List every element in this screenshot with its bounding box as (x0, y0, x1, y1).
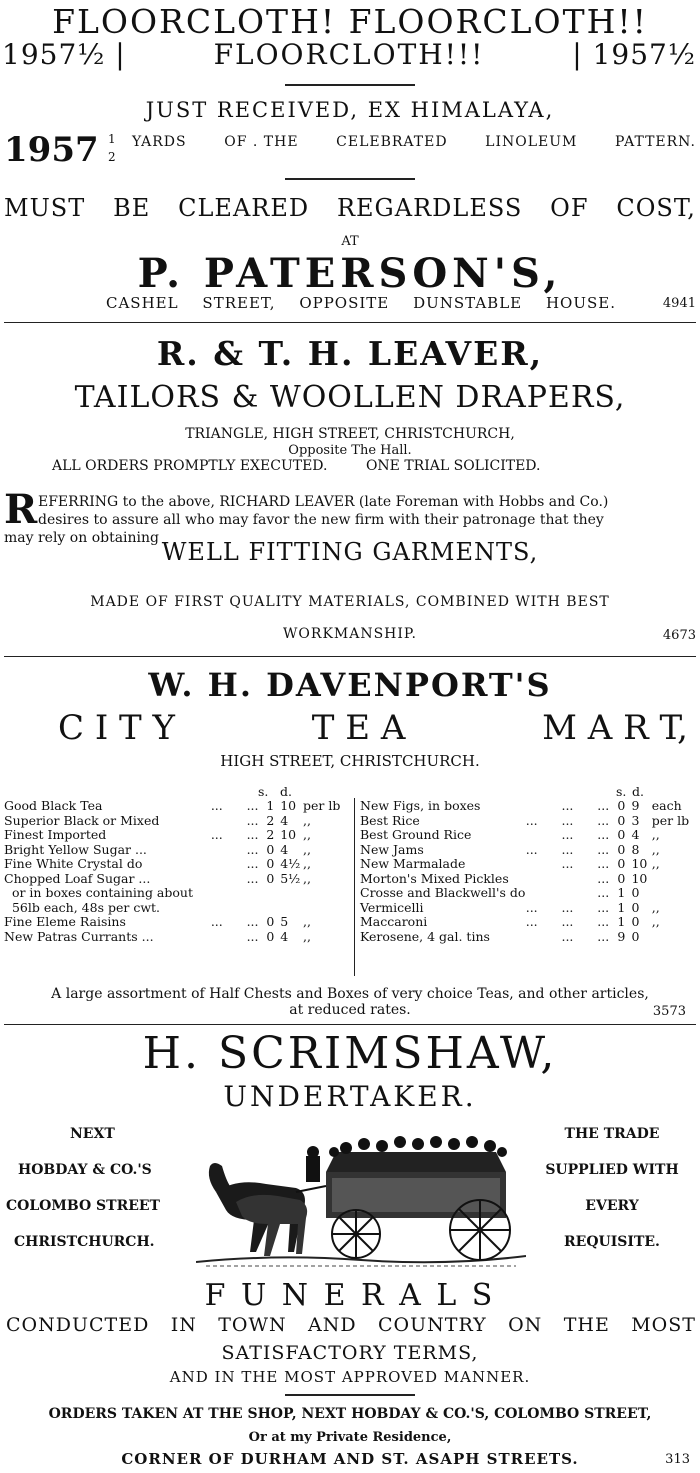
shillings: 0 (266, 928, 275, 944)
price-list-left (4, 784, 350, 944)
pence: 10 (280, 798, 297, 813)
city-tea-mart (58, 708, 688, 748)
pence: 0 (631, 885, 640, 900)
price-row (360, 915, 696, 930)
price-row (360, 828, 696, 843)
price-row (4, 886, 350, 901)
yards-word: PATTERN. (615, 134, 696, 150)
unit (652, 886, 696, 901)
unit: ,, (303, 827, 311, 842)
word: STREET, (202, 294, 276, 312)
item-name: Chopped Loaf Sugar ... (4, 870, 151, 886)
floorcloth-second-line (2, 38, 696, 71)
pence: 4½ (280, 856, 301, 871)
yards-word: CELEBRATED (336, 134, 448, 150)
price-row (360, 930, 696, 945)
leader-dots: ... ... (210, 798, 259, 813)
leader-dots: ... ... (210, 827, 259, 842)
item-name: or in boxes containing about (4, 885, 193, 900)
pence: 5½ (280, 870, 301, 886)
leader-dots: ... ... (561, 928, 610, 944)
yards-line (4, 128, 696, 172)
approved-manner: AND IN THE MOST APPROVED MANNER. (169, 1368, 531, 1386)
leader-dots: ... (597, 870, 610, 886)
pence: 0 (631, 928, 640, 944)
well-fitting-garments: WELL FITTING GARMENTS, (161, 538, 539, 566)
item-name: Maccaroni (360, 914, 428, 929)
unit (303, 901, 350, 916)
ad-number: 3573 (652, 1004, 686, 1019)
ad-separator (4, 322, 696, 323)
price-row (4, 915, 350, 930)
column-divider (354, 798, 355, 976)
scrimshaw-title: H. SCRIMSHAW, (142, 1028, 558, 1079)
pence (276, 901, 303, 916)
word: MUST (4, 194, 86, 222)
price-table-left (4, 799, 350, 944)
price-list-right (360, 784, 696, 944)
unit: ,, (303, 841, 311, 857)
divider (285, 178, 415, 180)
word: CLEARED (178, 194, 310, 222)
davenport-footer-2: at reduced rates. (289, 1002, 411, 1018)
price-row (360, 886, 696, 901)
left-line: COLOMBO STREET (6, 1198, 160, 1214)
price-row (4, 799, 350, 814)
item-name: Finest Imported (4, 827, 107, 842)
leader-dots (193, 886, 265, 901)
pence (276, 886, 303, 901)
at-word: AT (341, 234, 359, 249)
word: C I T Y (58, 708, 175, 748)
unit: per lb (651, 812, 690, 828)
scrimshaw-right-block (528, 1126, 696, 1270)
leaver-orders-line (52, 458, 652, 474)
shillings: 0 (617, 798, 626, 813)
item-name: Superior Black or Mixed (4, 812, 160, 828)
yards-word: OF . THE (224, 134, 299, 150)
shillings: 1 (617, 914, 626, 929)
leaver-title: R. & T. H. LEAVER, (156, 334, 544, 373)
leaver-subtitle: TAILORS & WOOLLEN DRAPERS, (74, 380, 626, 415)
floorcloth-headline: FLOORCLOTH! FLOORCLOTH!! (52, 2, 648, 41)
unit: ,, (303, 914, 311, 929)
leaver-body-line-1: EFERRING to the above, RICHARD LEAVER (late Foreman with Hobbs and Co.) (38, 494, 609, 510)
leader-dots: ... (246, 812, 259, 828)
price-row (360, 857, 696, 872)
left-line: CHRISTCHURCH. (14, 1234, 155, 1250)
davenport-title: W. H. DAVENPORT'S (148, 666, 552, 704)
unit (652, 872, 696, 887)
item-name: New Marmalade (360, 856, 466, 871)
word: THE (563, 1314, 610, 1336)
shillings: 0 (266, 914, 275, 929)
unit: per lb (303, 798, 341, 813)
pence: 4 (631, 827, 640, 842)
unit: ,, (303, 812, 311, 828)
right-quantity: | 1957½ (572, 38, 696, 71)
item-name: Kerosene, 4 gal. tins (360, 928, 490, 944)
word: COUNTRY (378, 1314, 487, 1336)
word: AND (308, 1314, 357, 1336)
trial-text: ONE TRIAL SOLICITED. (365, 458, 541, 474)
price-row (360, 843, 696, 858)
shillings: 0 (617, 870, 626, 886)
horse-drawn-hearse-illustration (196, 1122, 526, 1270)
pence: 9 (631, 798, 640, 813)
divider (285, 1394, 415, 1396)
ad-number: 313 (665, 1452, 690, 1467)
leaver-body-line-3: may rely on obtaining (4, 530, 160, 546)
unit: ,, (303, 856, 311, 871)
leaver-workmanship: WORKMANSHIP. (283, 626, 417, 642)
pence: 3 (631, 812, 640, 828)
yards-big-number: 1957 (4, 130, 99, 170)
shillings: 0 (266, 841, 275, 857)
item-name: Bright Yellow Sugar ... (4, 841, 147, 857)
pence-header: d. (632, 784, 644, 799)
must-be-cleared-line (4, 194, 696, 222)
shillings-header: s. (616, 784, 627, 799)
paterson-address (106, 294, 616, 312)
orders-taken-line: ORDERS TAKEN AT THE SHOP, NEXT HOBDAY & CO.'S, COLOMBO STREET, (48, 1406, 652, 1422)
shillings: 1 (617, 899, 626, 915)
pence: 4 (280, 928, 289, 944)
pence: 4 (280, 841, 289, 857)
price-row (4, 814, 350, 829)
leaver-address: TRIANGLE, HIGH STREET, CHRISTCHURCH, (185, 426, 515, 442)
price-row (360, 799, 696, 814)
word: BE (113, 194, 151, 222)
leader-dots: ... ... (561, 798, 610, 813)
ad-number: 4941 (662, 296, 696, 311)
pence: 0 (631, 899, 640, 915)
hearse-icon (196, 1122, 526, 1270)
item-name: Best Rice (360, 812, 420, 828)
leaver-opposite: Opposite The Hall. (288, 443, 412, 458)
davenport-address: HIGH STREET, CHRISTCHURCH. (220, 752, 480, 770)
shillings: 0 (617, 856, 626, 871)
pence: 0 (631, 914, 640, 929)
shillings (265, 886, 277, 901)
scrimshaw-left-block (6, 1126, 196, 1270)
conducted-line (6, 1314, 696, 1336)
private-residence: Or at my Private Residence, (248, 1430, 452, 1445)
leaver-body-line-2: desires to assure all who may favor the new firm with their patronage that they (38, 512, 604, 528)
pence-header: d. (280, 784, 292, 799)
leader-dots: ... (246, 841, 259, 857)
divider (285, 84, 415, 86)
yards-fraction-bottom: 2 (108, 150, 116, 164)
unit: ,, (651, 856, 660, 871)
leader-dots: ... ... ... (525, 899, 610, 915)
item-name: New Figs, in boxes (360, 798, 481, 813)
just-received-line: JUST RECEIVED, EX HIMALAYA, (145, 98, 555, 122)
word: CASHEL (106, 294, 179, 312)
left-quantity: 1957½ | (2, 38, 126, 71)
shillings: 2 (266, 812, 275, 828)
leaver-drop-cap: R (4, 486, 38, 533)
item-name: 56lb each, 48s per cwt. (4, 899, 161, 915)
corner-line: CORNER OF DURHAM AND ST. ASAPH STREETS. (121, 1450, 579, 1468)
item-name: New Jams (360, 841, 424, 857)
unit: ,, (651, 827, 660, 842)
shillings: 0 (617, 827, 626, 842)
item-name: Vermicelli (360, 899, 424, 915)
item-name: Fine Eleme Raisins (4, 914, 126, 929)
word: REGARDLESS (336, 194, 523, 222)
leaver-made-line: MADE OF FIRST QUALITY MATERIALS, COMBINED WITH BEST (90, 594, 610, 610)
shillings: 2 (266, 827, 275, 842)
pence: 10 (280, 827, 297, 842)
word: M A R T, (542, 708, 688, 748)
leader-dots: ... (246, 870, 259, 886)
item-name: Best Ground Rice (360, 827, 472, 842)
right-line: SUPPLIED WITH (545, 1162, 679, 1178)
shillings: 0 (617, 812, 626, 828)
price-row (4, 857, 350, 872)
item-name: Morton's Mixed Pickles (360, 870, 509, 886)
price-row (4, 930, 350, 945)
item-name: Good Black Tea (4, 798, 103, 813)
price-row (360, 814, 696, 829)
yards-word: YARDS (132, 134, 187, 150)
shillings: 0 (266, 870, 275, 886)
price-list (4, 784, 696, 980)
shillings: 9 (617, 928, 626, 944)
pence: 5 (280, 914, 289, 929)
leader-dots: ... ... ... (525, 841, 610, 857)
left-line: NEXT (70, 1126, 115, 1142)
pence: 4 (280, 812, 289, 828)
pence: 8 (631, 841, 640, 857)
leader-dots: ... (246, 928, 259, 944)
word: HOUSE. (545, 294, 616, 312)
item-name: New Patras Currants ... (4, 928, 154, 944)
right-line: EVERY (585, 1198, 639, 1214)
price-row (4, 872, 350, 887)
undertaker: UNDERTAKER. (223, 1080, 477, 1113)
paterson-name: P. PATERSON'S, (137, 250, 563, 297)
leader-dots (193, 901, 265, 916)
right-line: THE TRADE (564, 1126, 660, 1142)
leader-dots: ... ... (210, 914, 259, 929)
unit: ,, (651, 841, 660, 857)
funerals-heading: F U N E R A L S (204, 1278, 496, 1313)
shillings: 1 (617, 885, 626, 900)
item-name: Crosse and Blackwell's do (360, 885, 526, 900)
shillings: 0 (266, 856, 275, 871)
leader-dots: ... (597, 885, 610, 900)
yards-word: LINOLEUM (485, 134, 578, 150)
satisfactory-terms: SATISFACTORY TERMS, (221, 1342, 479, 1364)
floorcloth-middle: FLOORCLOTH!!! (213, 38, 485, 71)
word: TOWN (218, 1314, 287, 1336)
word: COST, (616, 194, 696, 222)
unit: each (651, 798, 682, 813)
price-row (360, 901, 696, 916)
price-row (4, 828, 350, 843)
shillings: 0 (617, 841, 626, 857)
word: IN (170, 1314, 197, 1336)
price-row (360, 872, 696, 887)
ad-separator (4, 656, 696, 657)
leader-dots: ... (246, 856, 259, 871)
davenport-footer-1: A large assortment of Half Chests and Boxes of very choice Teas, and other articles, (51, 986, 649, 1002)
left-line: HOBDAY & CO.'S (18, 1162, 152, 1178)
word: DUNSTABLE (413, 294, 523, 312)
word: OPPOSITE (299, 294, 390, 312)
word: OF (550, 194, 589, 222)
orders-text: ALL ORDERS PROMPTLY EXECUTED. (52, 458, 328, 474)
ad-number: 4673 (662, 628, 696, 643)
yards-fraction-top: 1 (108, 132, 116, 146)
leader-dots: ... ... ... (525, 812, 610, 828)
leader-dots: ... ... ... (525, 914, 610, 929)
shillings-header: s. (258, 784, 269, 799)
price-row (4, 901, 350, 916)
leader-dots: ... ... (561, 827, 610, 842)
price-table-right (360, 799, 696, 944)
unit: ,, (651, 914, 660, 929)
pence: 10 (631, 870, 648, 886)
shillings (265, 901, 277, 916)
shillings: 1 (266, 798, 275, 813)
word: MOST (631, 1314, 696, 1336)
word: T E A (311, 708, 406, 748)
unit: ,, (651, 899, 660, 915)
unit: ,, (303, 928, 311, 944)
leader-dots: ... ... (561, 856, 610, 871)
ad-separator (4, 1024, 696, 1025)
unit: ,, (303, 870, 311, 886)
word: ON (508, 1314, 543, 1336)
word: CONDUCTED (6, 1314, 150, 1336)
pence: 10 (631, 856, 648, 871)
unit (303, 886, 350, 901)
unit (652, 930, 696, 945)
item-name: Fine White Crystal do (4, 856, 143, 871)
price-row (4, 843, 350, 858)
right-line: REQUISITE. (564, 1234, 660, 1250)
